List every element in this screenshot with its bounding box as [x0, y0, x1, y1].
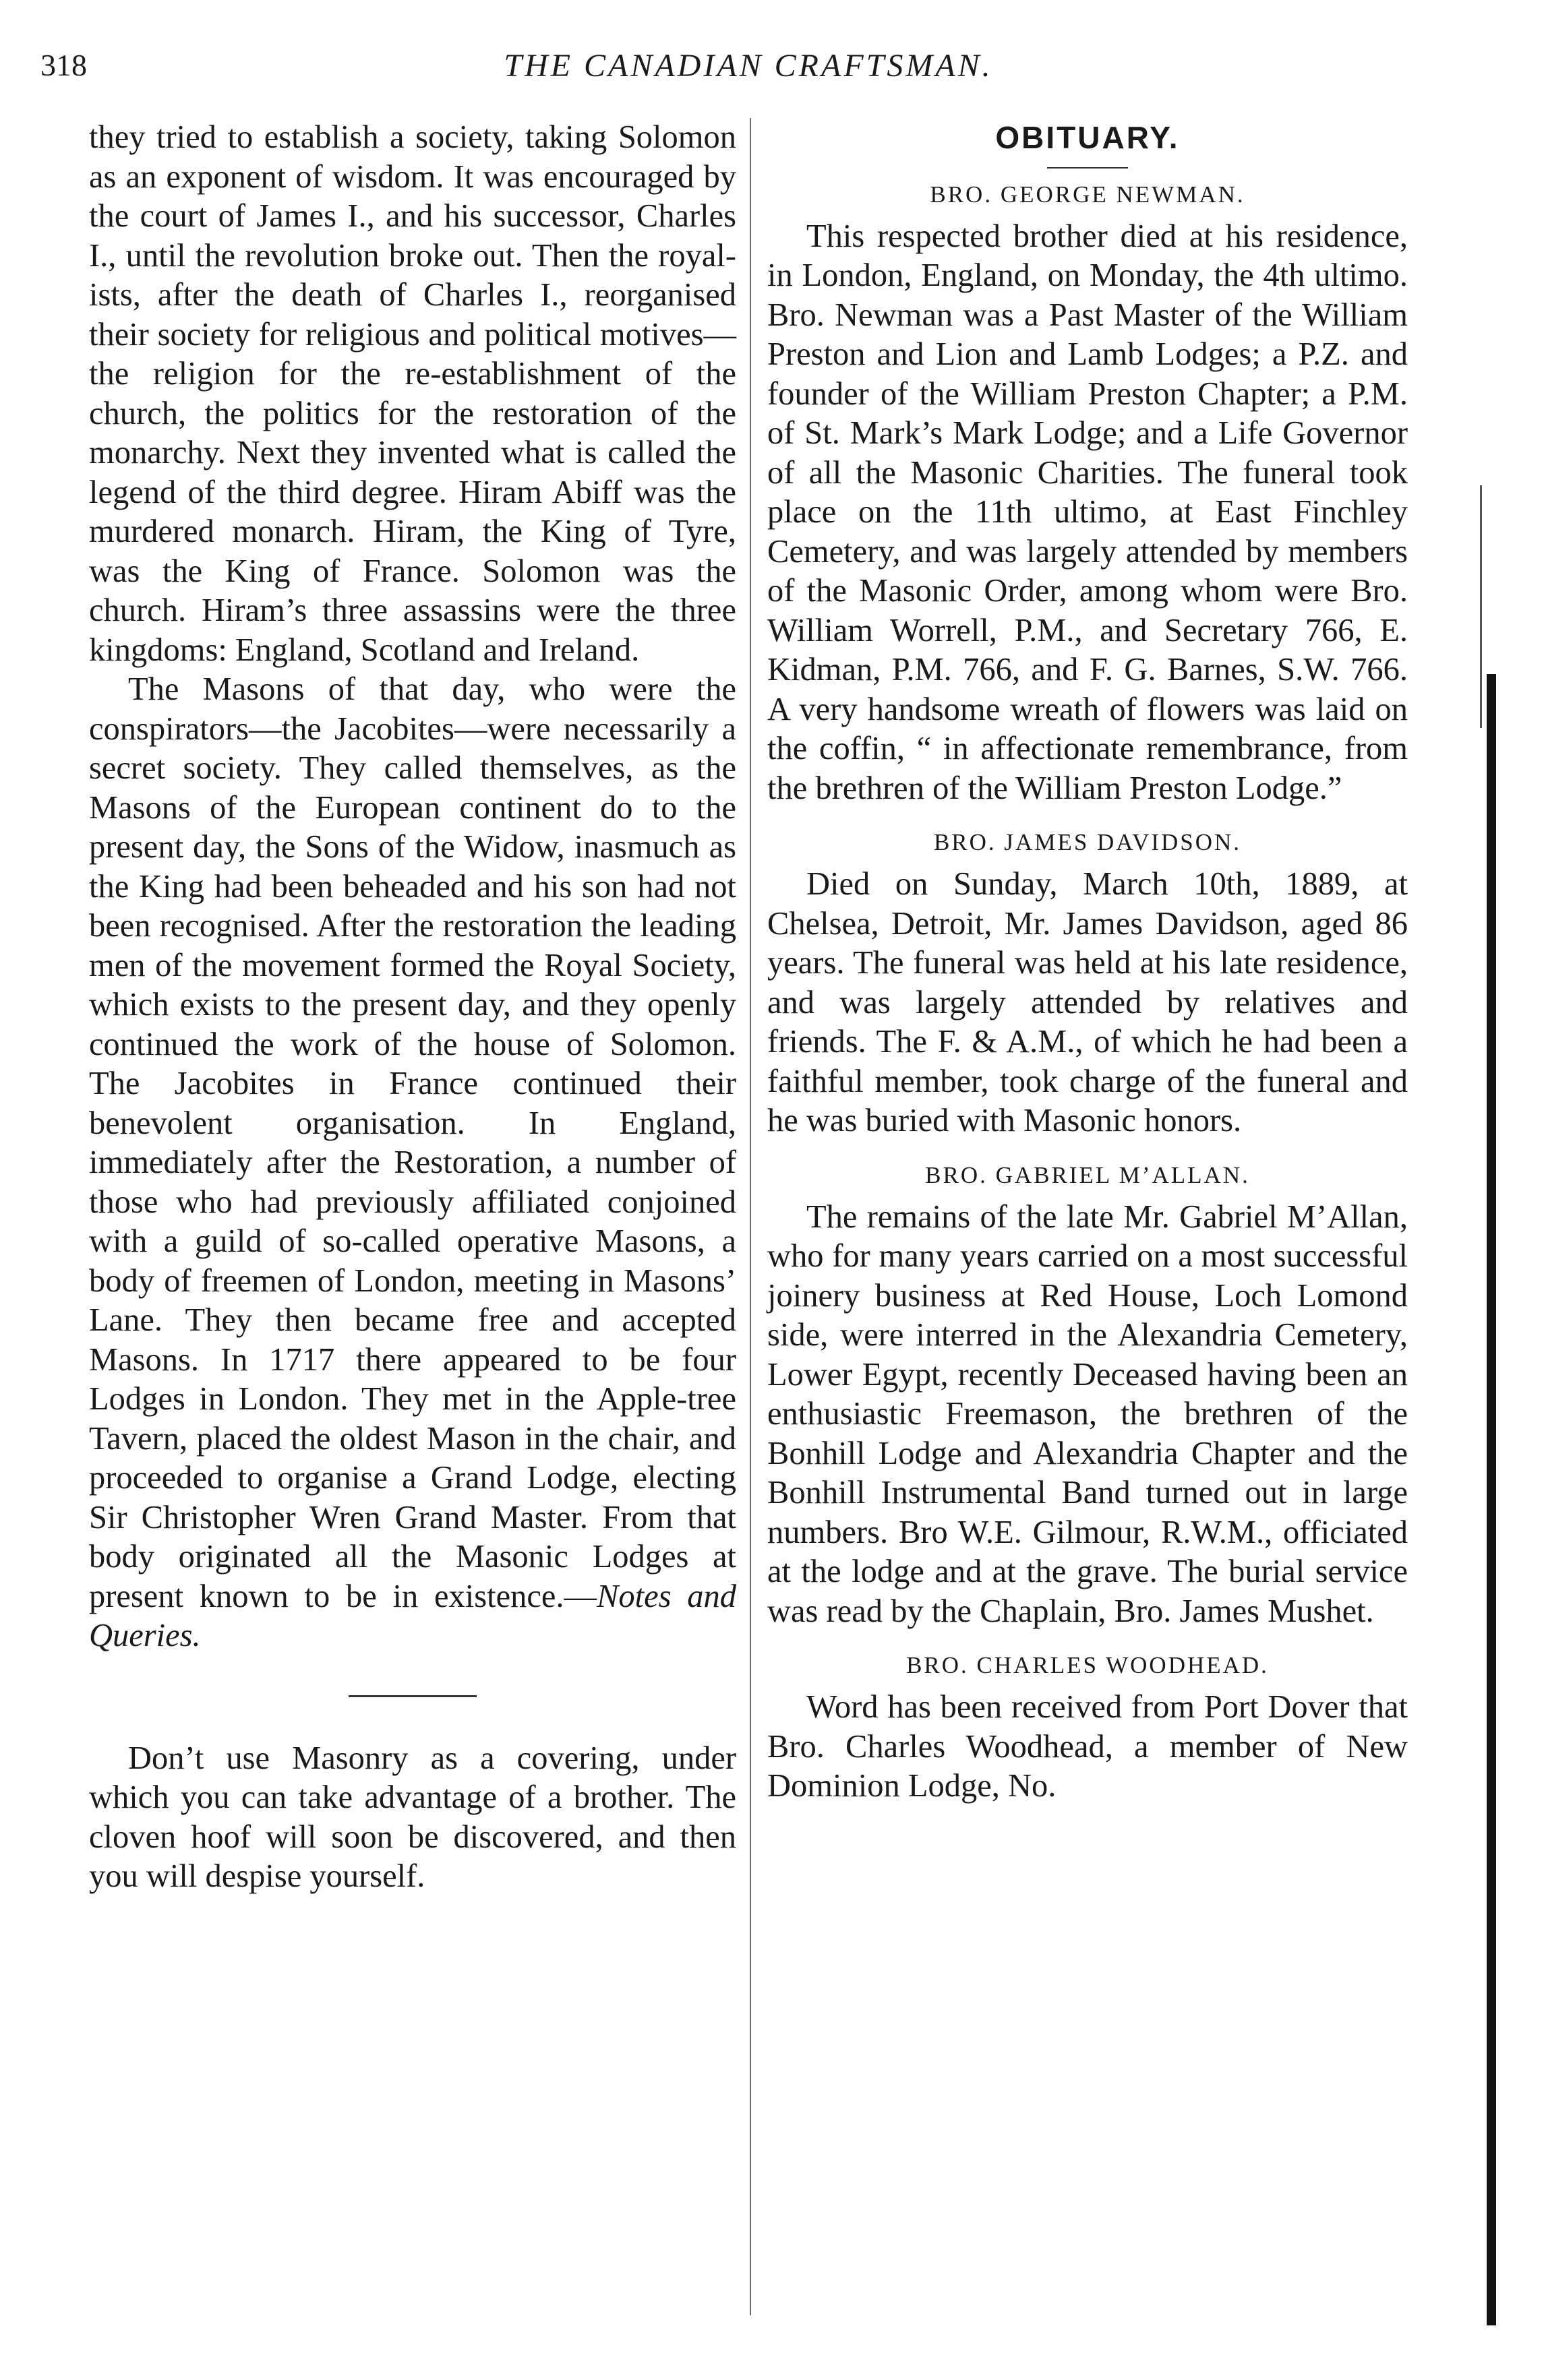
obituary-name-woodhead: BRO. CHARLES WOODHEAD.	[906, 1652, 1269, 1678]
left-column	[89, 118, 736, 1897]
heading-rule	[1047, 167, 1128, 169]
obituary-text-davidson: Died on Sunday, March 10th, 1889, at Chelsea, Detroit, Mr. James Davidson, aged 86 years. The funeral was held at his late residence, and was largely attended by relatives and friends. The F. & A.M., of which he had been a faithful member, took charge of the funeral and he was buried with Masonic honors.	[767, 866, 1408, 1138]
running-title: THE CANADIAN CRAFTSMAN.	[504, 48, 993, 84]
paragraph-continued: they tried to establish a society, taking Solomon as an exponent of wisdom. It was encouraged by the court of James I., and his successor, Charles I., until the revolution broke out. Then the royalists, after the death of Charles I., reorganised their society for religious and political motives—the religion for the re-establishment of the church, the politics for the restoration of the monarchy. Next they invented what is called the legend of the third degree. Hiram Abiff was the murdered monarch. Hiram, the King of Tyre, was the King of France. Solomon was the church. Hiram’s three assassins were the three kingdoms: England, Scotland and Ireland.	[89, 119, 736, 668]
obituary-name-mallan: BRO. GABRIEL M’ALLAN.	[925, 1161, 1250, 1188]
scan-edge-mark	[1480, 485, 1482, 728]
paragraph-masons	[89, 670, 736, 1656]
right-column	[767, 118, 1408, 1806]
section-divider	[349, 1695, 477, 1697]
obituary-name-newman: BRO. GEORGE NEWMAN.	[930, 181, 1245, 208]
obituary-text-mallan: The remains of the late Mr. Gabriel M’Allan, who for many years carried on a most successful joinery business at Red House, Loch Lomond side, were interred in the Alexandria Cemetery, Lower Egypt, recently Deceased having been an enthusiastic Freemason, the brethren of the Bonhill Lodge and Alexandria Chapter and the Bonhill Instrumental Band turned out in large numbers. Bro W.E. Gilmour, R.W.M., officiated at the lodge and at the grave. The burial service was read by the Chaplain, Bro. James Mushet.	[767, 1198, 1408, 1629]
paragraph-masons-text: The Masons of that day, who were the conspirators—the Jacobites—were necessarily a secret society. They called themselves, as the Masons of the European continent do to the present day, the Sons of the Widow, inasmuch as the King had been beheaded and his son had not been recognised. After the restoration the leading men of the movement formed the Royal Society, which exists to the present day, and they openly continued the work of the house of Solomon. The Jacobites in France continued their benevolent organisation. In England, immediately after the Restoration, a number of those who had previously affiliated conjoined with a guild of so-called operative Masons, a body of freemen of London, meeting in Masons’ Lane. They then became free and accepted Masons. In 1717 there appeared to be four Lodges in London. They met in the Apple-tree Tavern, placed the oldest Mason in the chair, and proceeded to organise a Grand Lodge, electing Sir Christopher Wren Grand Master. From that body originated all the Masonic Lodges at present known to be in existence.—	[89, 671, 736, 1614]
column-divider	[750, 118, 751, 2315]
page-number: 318	[40, 48, 87, 82]
paragraph-advice: Don’t use Masonry as a covering, under which you can take advantage of a brother. The cloven hoof will soon be discovered, and then you will despise yourself.	[89, 1740, 736, 1894]
obituary-text-newman: This respected brother died at his residence, in London, England, on Monday, the 4th ultimo. Bro. Newman was a Past Master of the William Preston and Lion and Lamb Lodges; a P.Z. and founder of the William Preston Chapter; a P.M. of St. Mark’s Mark Lodge; and a Life Governor of all the Masonic Charities. The funeral took place on the 11th ultimo, at East Finchley Cemetery, and was largely attended by members of the Masonic Order, among whom were Bro. William Worrell, P.M., and Secretary 766, E. Kidman, P.M. 766, and F. G. Barnes, S.W. 766. A very handsome wreath of flowers was laid on the coffin, “ in affectionate remembrance, from the brethren of the William Preston Lodge.”	[767, 218, 1408, 806]
scan-edge-bar	[1487, 674, 1496, 2325]
source-citation: Notes and Queries.	[89, 1578, 736, 1653]
obituary-text-woodhead: Word has been received from Port Dover that Bro. Charles Woodhead, a member of New Dominion Lodge, No.	[767, 1689, 1408, 1804]
obituary-heading: OBITUARY.	[995, 120, 1180, 155]
page-header	[40, 47, 1456, 101]
obituary-name-davidson: BRO. JAMES DAVIDSON.	[933, 829, 1242, 855]
